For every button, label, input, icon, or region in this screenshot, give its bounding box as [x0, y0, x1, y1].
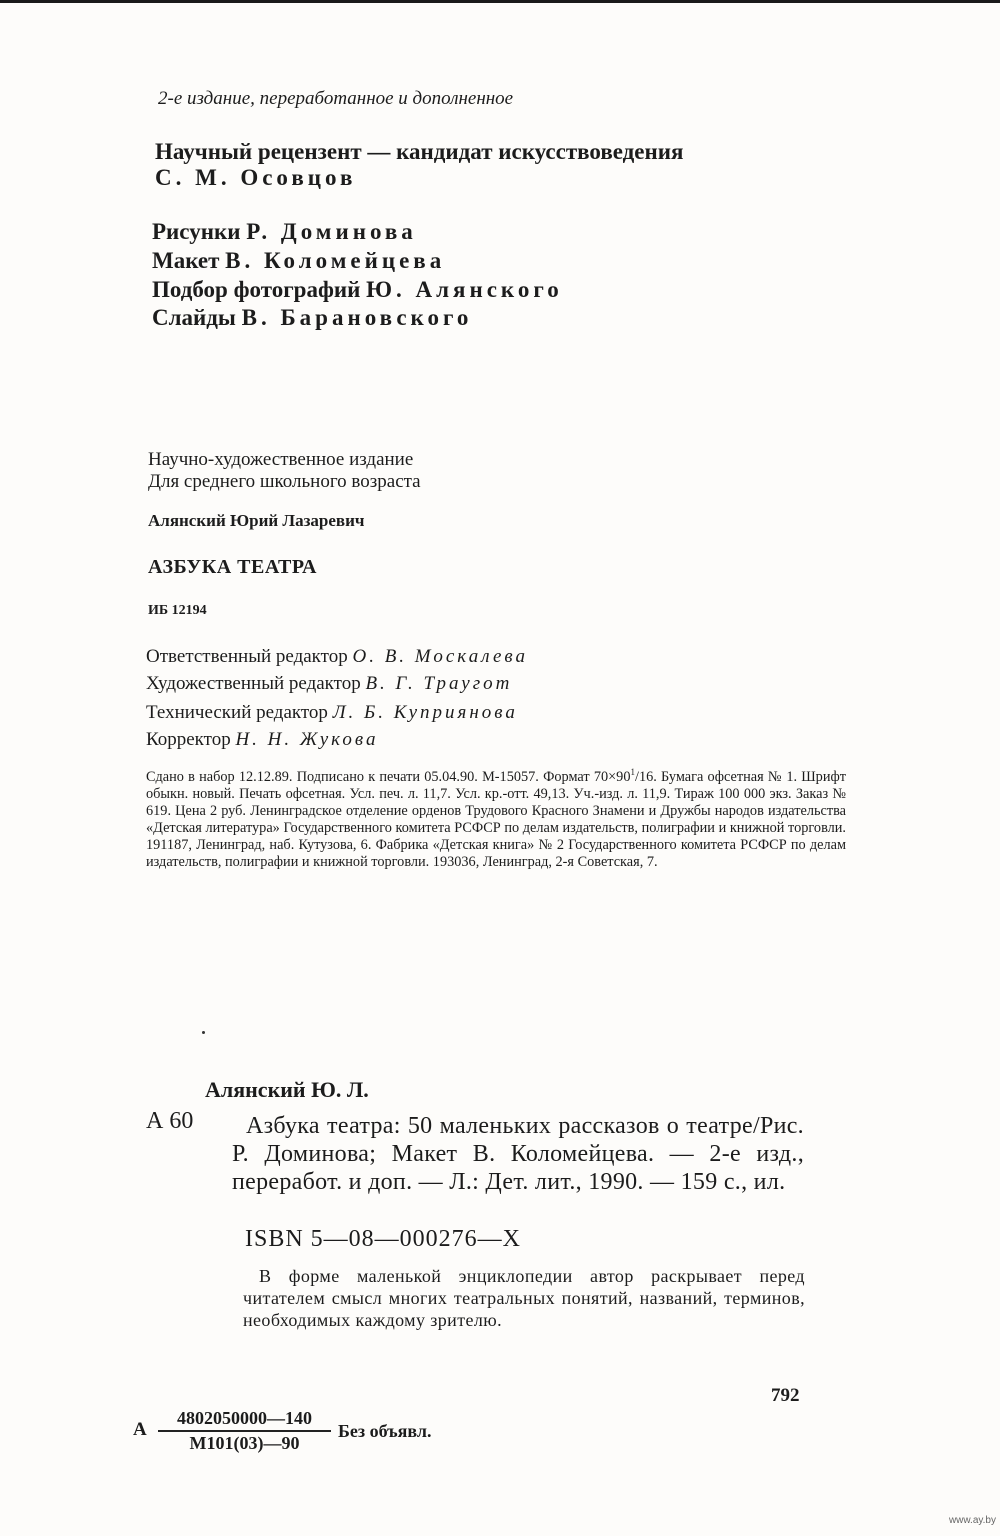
editor-name: Л. Б. Куприянова	[332, 702, 518, 723]
genre-line: Научно-художественное издание	[148, 449, 414, 470]
fraction-line	[158, 1430, 331, 1432]
credit-name: В. Барановского	[241, 305, 473, 330]
catalog-card-description: Азбука театра: 50 маленьких рассказов о театре/Рис. Р. Доминова; Макет В. Коломейцева. — 2-е изд., переработ. и доп. — Л.: Дет. лит., 1990. — 159 с., ил.	[232, 1113, 804, 1195]
catalog-card-author: Алянский Ю. Л.	[205, 1077, 369, 1102]
editor-role: Ответственный редактор	[146, 646, 348, 667]
catalog-code-fraction	[158, 1408, 331, 1454]
top-edge	[0, 0, 1000, 3]
credit-name: Р. Доминова	[246, 219, 417, 244]
editor-proofreader	[146, 729, 378, 751]
editor-technical	[146, 702, 518, 724]
ib-number: ИБ 12194	[148, 603, 207, 618]
author-full-name: Алянский Юрий Лазаревич	[148, 511, 365, 530]
editor-name: В. Г. Траугот	[365, 673, 513, 694]
editor-role: Технический редактор	[146, 702, 328, 723]
imprint-details	[146, 764, 846, 871]
catalog-code-letter: А	[133, 1419, 147, 1440]
credit-slides	[152, 305, 472, 331]
editor-name: О. В. Москалева	[352, 646, 529, 667]
editor-role: Художественный редактор	[146, 673, 361, 694]
credit-role: Слайды	[152, 305, 236, 330]
credit-layout	[152, 248, 445, 274]
imprint-superscript: 1	[630, 767, 635, 777]
credit-illustrations	[152, 219, 417, 245]
isbn: ISBN 5—08—000276—X	[245, 1226, 522, 1252]
imprint-text-start: Сдано в набор 12.12.89. Подписано к печати 05.04.90. М-15057. Формат 70×90	[146, 768, 631, 785]
catalog-card-annotation: В форме маленькой энциклопедии автор раскрывает перед читателем смысл многих театральных понятий, названий, терминов, необходимых каждому зрителю.	[243, 1266, 805, 1330]
catalog-code-note: Без объявл.	[338, 1421, 432, 1441]
catalog-code-numerator: 4802050000—140	[177, 1408, 312, 1428]
page-number: 792	[771, 1385, 800, 1406]
catalog-code-denominator: М101(03)—90	[189, 1433, 300, 1453]
credit-name: Ю. Алянского	[366, 277, 563, 302]
editor-role: Корректор	[146, 729, 231, 750]
credit-name: В. Коломейцева	[225, 248, 446, 273]
reviewer-name: С. М. Осовцов	[155, 165, 357, 190]
editor-art	[146, 673, 512, 695]
audience-line: Для среднего школьного возраста	[148, 471, 421, 492]
editor-responsible	[146, 646, 528, 668]
site-watermark: www.ay.by	[948, 1515, 996, 1526]
credit-role: Подбор фотографий	[152, 277, 361, 302]
editor-name: Н. Н. Жукова	[235, 729, 379, 750]
credit-role: Макет	[152, 248, 220, 273]
book-title: АЗБУКА ТЕАТРА	[148, 556, 317, 578]
credit-role: Рисунки	[152, 219, 241, 244]
ink-speck	[202, 1031, 205, 1034]
credit-photos	[152, 277, 563, 303]
imprint-text-end: /16. Бумага офсетная № 1. Шрифт обыкн. новый. Печать офсетная. Усл. печ. л. 11,7. Усл. кр.-отт. 49,13. Уч.-изд. л. 11,9. Тираж 100 000 экз. Заказ № 619. Цена 2 руб. Ленинградское отделение орденов Трудового Красного Знамени и Дружбы народов издательства «Детская литература» Государственного комитета РСФСР по делам издательств, полиграфии и книжной торговли. 191187, Ленинград, наб. Кутузова, 6. Фабрика «Детская книга» № 2 Государственного комитета РСФСР по делам издательств, полиграфии и книжной торговли. 193036, Ленинград, 2-я Советская, 7.	[146, 768, 846, 870]
catalog-card-index: А 60	[146, 1108, 194, 1134]
reviewer-title: Научный рецензент — кандидат искусствоведения	[155, 139, 684, 164]
edition-note: 2-е издание, переработанное и дополненное	[158, 88, 514, 109]
